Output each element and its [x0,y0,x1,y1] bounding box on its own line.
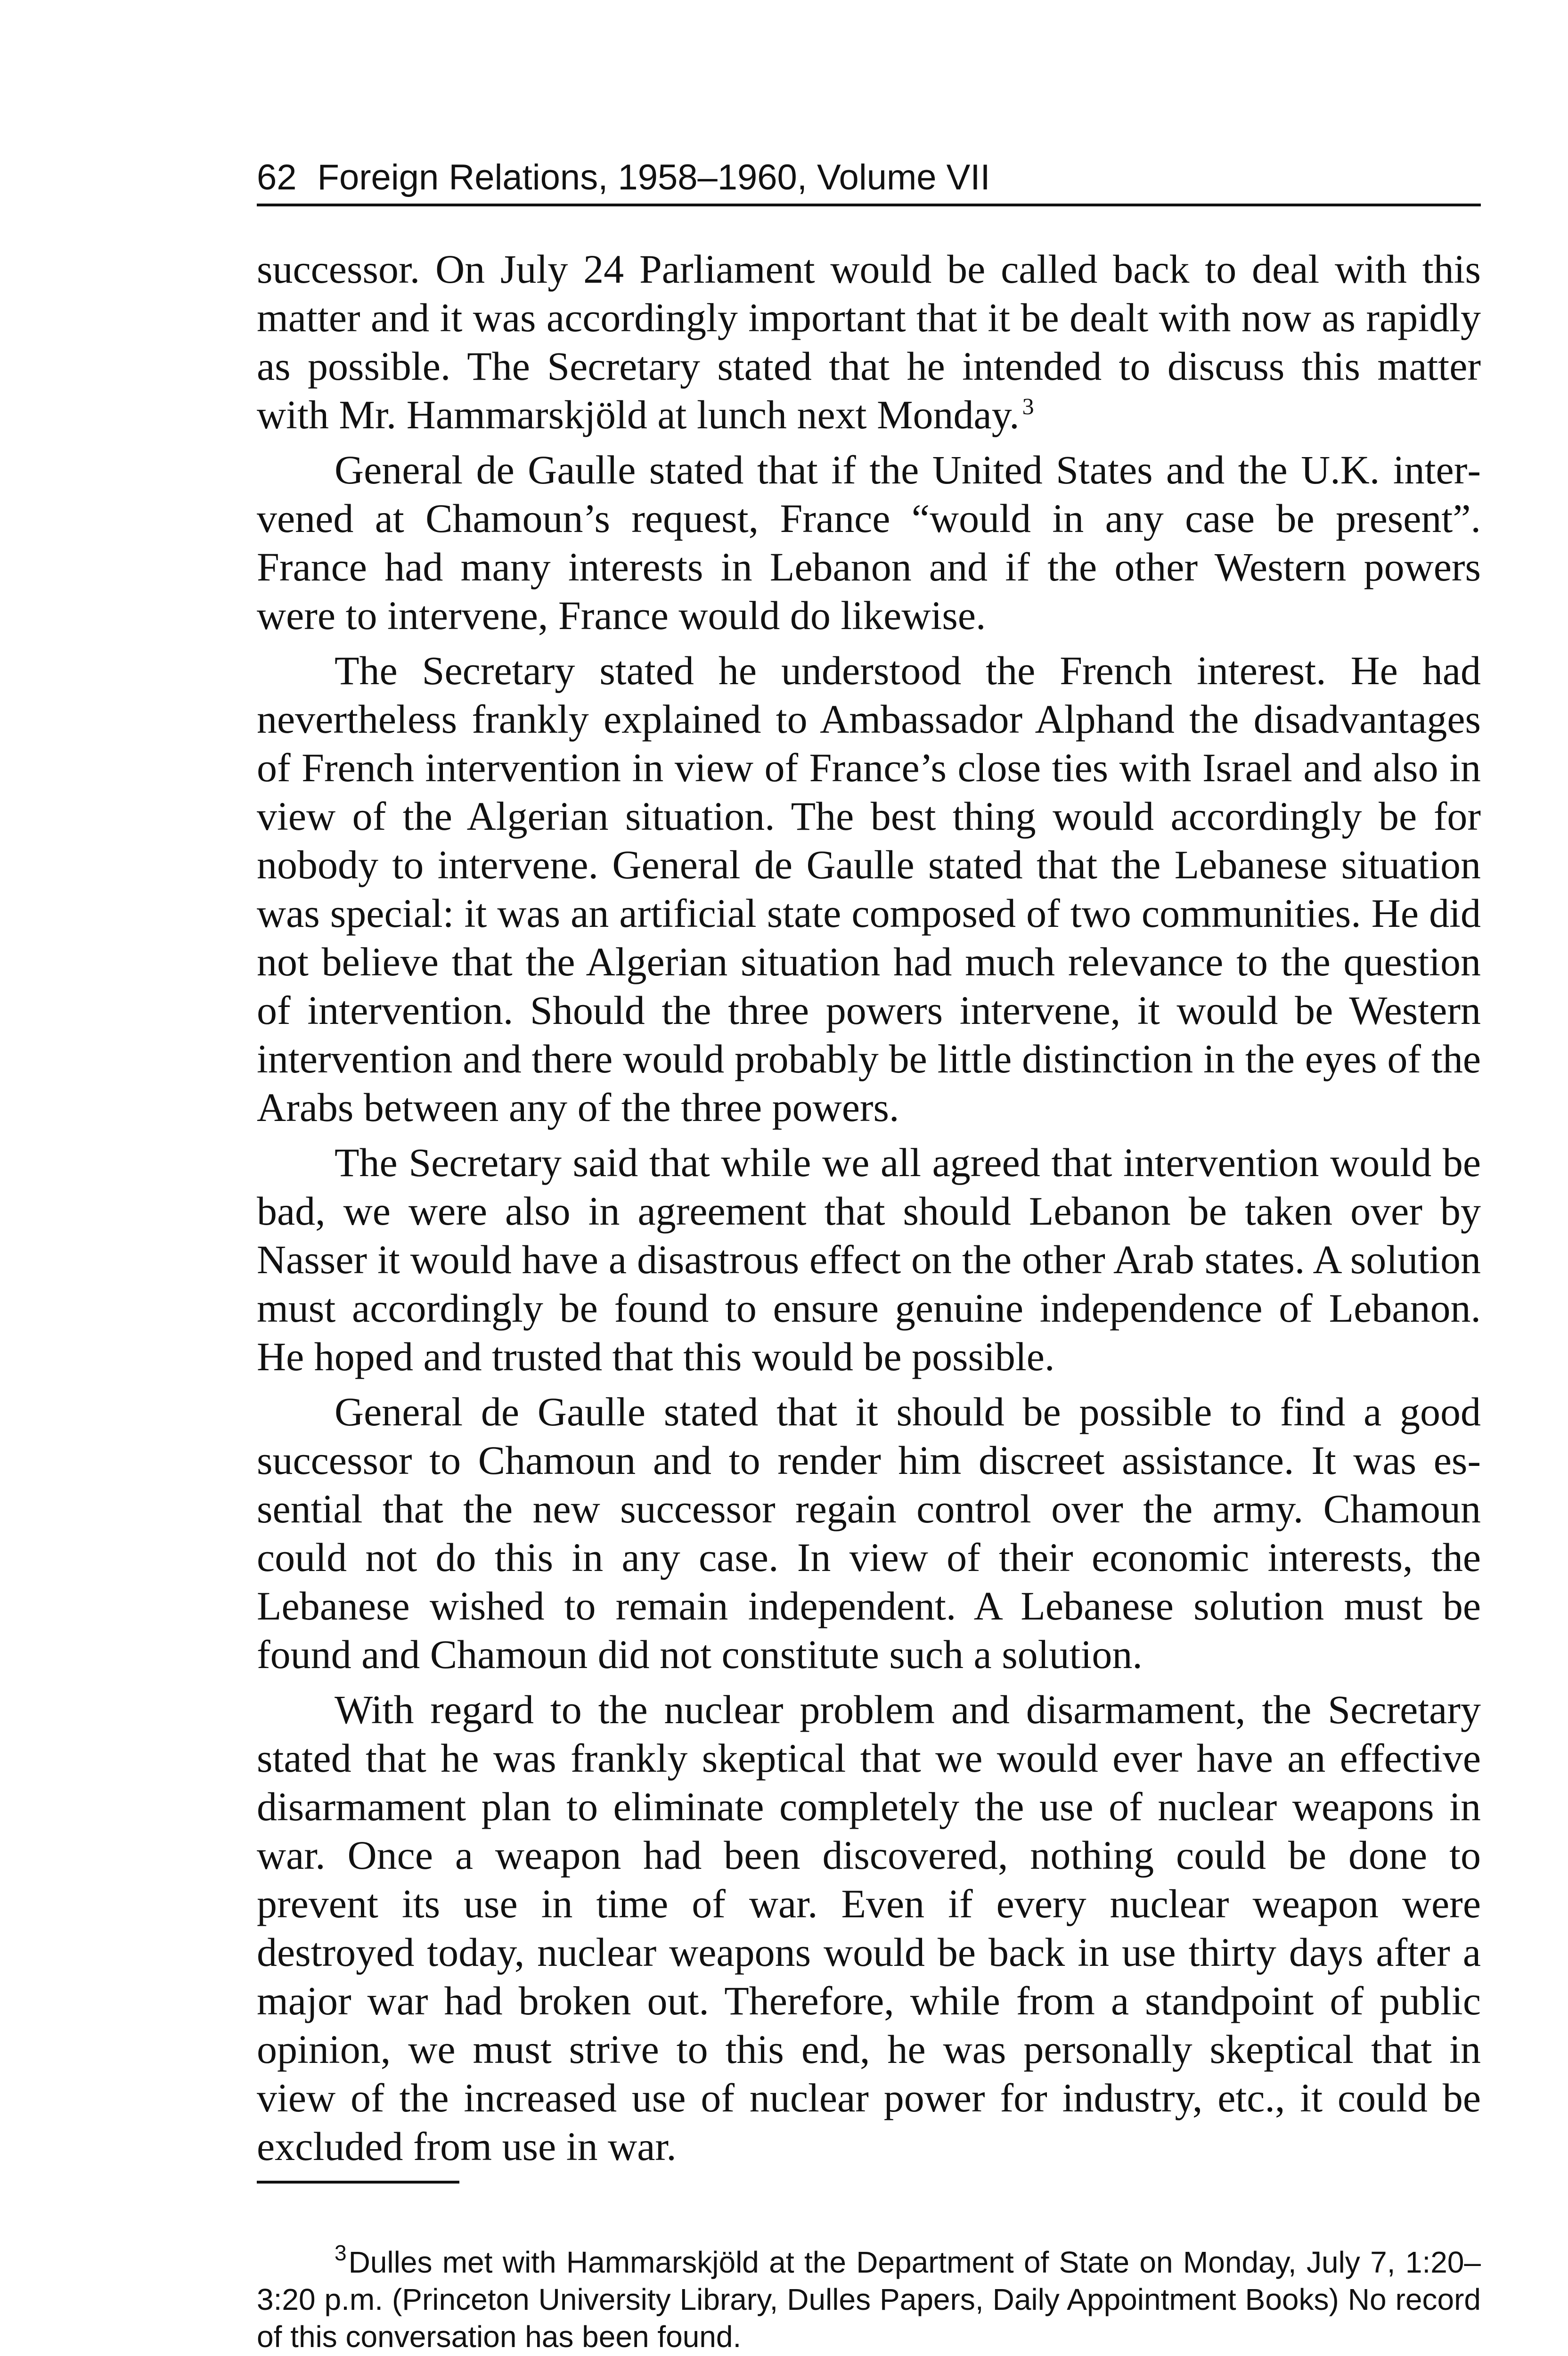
footnote-3 [257,2241,1481,2356]
body-text [257,245,1481,2171]
footnotes [257,2241,1481,2356]
paragraph-5: General de Gaulle stated that it should be possible to find a good successor to Chamoun and to render him discreet assistance. It was essential that the new successor regain control over the army. Chamoun could not do this in any case. In view of their economic interests, the Lebanese wished to remain independent. A Lebanese solution must be found and Chamoun did not constitute such a solution. [257,1389,1481,1677]
paragraph-4: The Secretary said that while we all agreed that intervention would be bad, we were also in agreement that should Lebanon be taken over by Nasser it would have a disastrous effect on the other Arab states. A solution must accordingly be found to ensure genuine independence of Lebanon. He hoped and trusted that this would be possible. [257,1140,1481,1379]
paragraph-2: General de Gaulle stated that if the United States and the U.K. intervened at Chamoun’s request, France “would in any case be present”. France had many interests in Lebanon and if the other Western powers were to intervene, France would do likewise. [257,447,1481,638]
paragraph-1-text: successor. On July 24 Parliament would be called back to deal with this matter and it was accordingly important that it be dealt with now as rapidly as possible. The Secretary stated that he intended to discuss this matter with Mr. Hammarskjöld at lunch next Monday. [257,246,1481,437]
footnote-text: Dulles met with Hammarskjöld at the Department of State on Monday, July 7, 1:20–3:20 p.m. (Princeton University Library, Dulles Papers, Daily Appointment Books) No record of this conversation has been found. [257,2245,1481,2354]
paragraph-1 [257,245,1481,439]
page-number: 62 [257,157,297,197]
paragraph-3: The Secretary stated he understood the French interest. He had nevertheless frankly explained to Ambassador Alphand the disadvantages of French intervention in view of France’s close ties with Israel and also in view of the Algerian situation. The best thing would accordingly be for nobody to intervene. General de Gaulle stated that the Lebanese situation was special: it was an artificial state composed of two communities. He did not believe that the Algerian situation had much relevance to the question of intervention. Should the three powers intervene, it would be Western intervention and there would probably be little distinction in the eyes of the Arabs between any of the three powers. [257,648,1481,1130]
footnote-divider [257,2181,459,2184]
footnote-reference[interactable]: 3 [1022,393,1034,419]
running-head [257,152,1481,206]
footnote-marker: 3 [335,2241,347,2265]
paragraph-6: With regard to the nuclear problem and disarmament, the Secretary stated that he was frankly skeptical that we would ever have an effective disarmament plan to eliminate completely the use of nuclear weapons in war. Once a weapon had been discovered, nothing could be done to prevent its use in time of war. Even if every nuclear weapon were destroyed today, nuclear weapons would be back in use thirty days after a major war had broken out. Therefore, while from a standpoint of public opinion, we must strive to this end, he was personally skeptical that in view of the increased use of nuclear power for industry, etc., it could be excluded from use in war. [257,1687,1481,2169]
running-title: Foreign Relations, 1958–1960, Volume VII [317,157,990,197]
